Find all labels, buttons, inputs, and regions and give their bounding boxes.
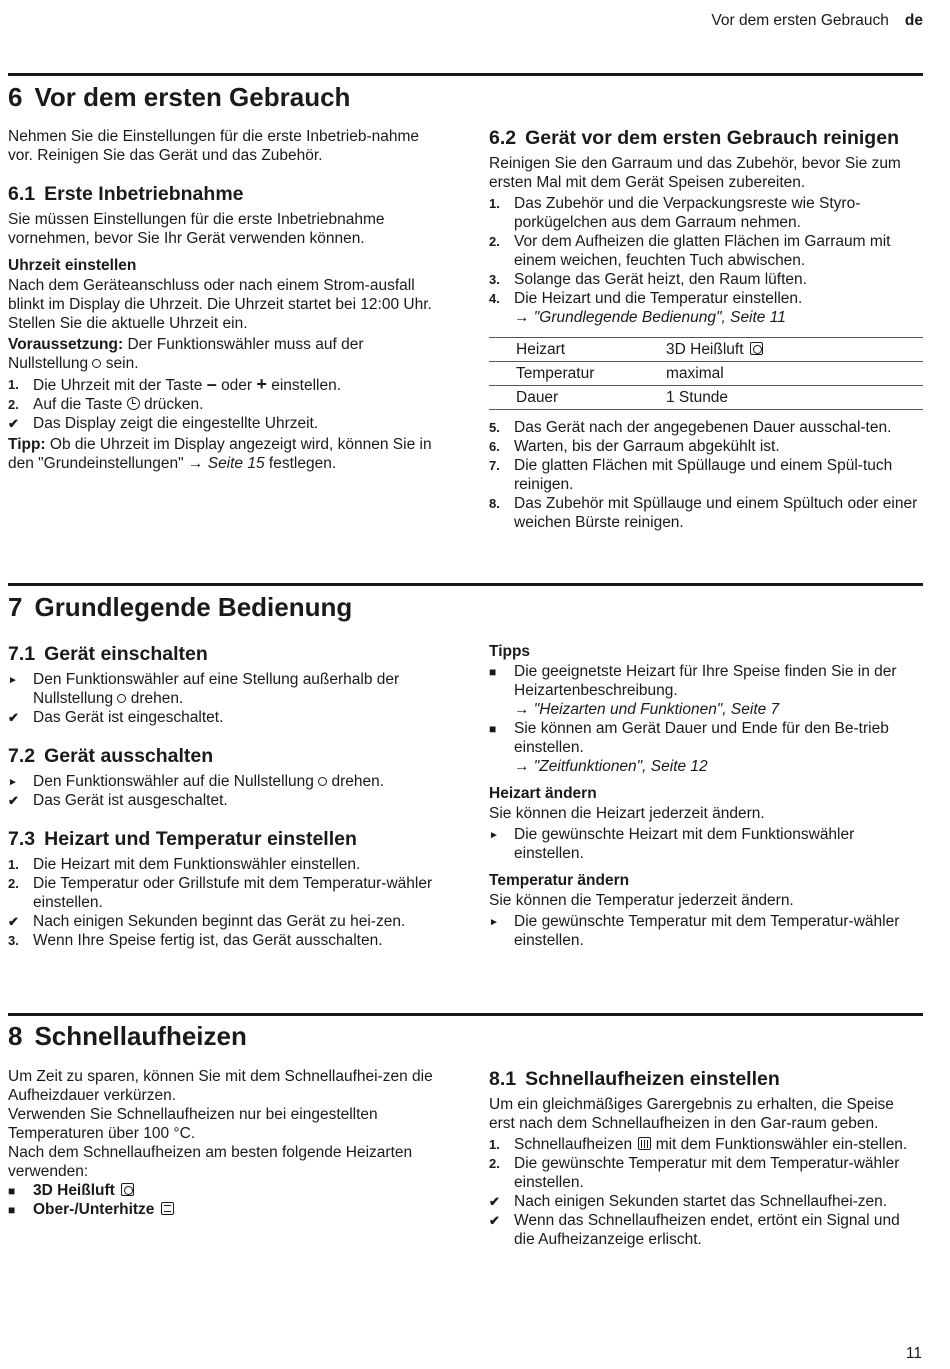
section-rule (8, 1013, 923, 1016)
section-8-1-title: 8.1 Schnellaufheizen einstellen (489, 1068, 780, 1090)
section-7-left-column (8, 643, 443, 950)
tips-title: Tipps (489, 643, 531, 660)
heat-change-text: Sie können die Heizart jederzeit ändern. (489, 805, 765, 822)
section-6-1-text: Sie müssen Einstellungen für die erste Inbetriebnahme vornehmen, bevor Sie Ihr Gerät verwenden können. (8, 211, 385, 247)
tips-list (489, 662, 924, 776)
prerequisite: Voraussetzung: Der Funktionswähler muss auf der Nullstellung sein. (8, 336, 364, 372)
list-item: ■ 3D Heißluft (8, 1181, 443, 1200)
list-item: 7. Die glatten Flächen mit Spüllauge und einem Spül-tuch reinigen. (489, 457, 893, 493)
switch-on-steps (8, 670, 443, 727)
header-title: Vor dem ersten Gebrauch (711, 12, 889, 29)
settings-table (489, 337, 923, 410)
hot-air-icon (121, 1183, 134, 1196)
heating-steps (8, 855, 443, 950)
table-row: Dauer 1 Stunde (489, 386, 923, 410)
list-item: ■ Ober-/Unterhitze (8, 1200, 443, 1219)
section-8-p2: Verwenden Sie Schnellaufheizen nur bei eingestellten Temperaturen über 100 °C. (8, 1106, 378, 1142)
zero-position-icon (92, 359, 101, 368)
temp-change-steps (489, 912, 924, 950)
list-item: ► Den Funktionswähler auf die Nullstellung drehen. (8, 773, 385, 790)
list-item: 1. Die Uhrzeit mit der Taste – oder + einstellen. (8, 374, 342, 394)
heat-change-title: Heizart ändern (489, 785, 597, 802)
list-item: 6. Warten, bis der Garraum abgekühlt ist. (489, 438, 780, 455)
list-item: 1. Schnellaufheizen mit dem Funktionswähler ein-stellen. (489, 1136, 908, 1153)
section-8-p3: Nach dem Schnellaufheizen am besten folgende Heizarten verwenden: (8, 1144, 413, 1180)
section-6-title: 6 Vor dem ersten Gebrauch (8, 82, 351, 112)
page-number: 11 (905, 1345, 922, 1362)
list-item: 3. Solange das Gerät heizt, den Raum lüften. (489, 271, 807, 288)
list-item: ► Den Funktionswähler auf eine Stellung außerhalb der Nullstellung drehen. (8, 671, 400, 707)
section-7-3-title: 7.3 Heizart und Temperatur einstellen (8, 828, 357, 850)
zero-position-icon (117, 694, 126, 703)
list-item: ✔ Das Gerät ist ausgeschaltet. (8, 792, 228, 809)
rapid-heat-steps (489, 1135, 924, 1249)
clock-steps (8, 375, 443, 433)
clock-text: Nach dem Geräteanschluss oder nach einem Strom-ausfall blinkt im Display die Uhrzeit. Die Uhrzeit startet bei 12:00 Uhr. Stellen Sie die aktuelle Uhrzeit ein. (8, 277, 432, 332)
temp-change-text: Sie können die Temperatur jederzeit ändern. (489, 892, 794, 909)
section-8-left-column (8, 1067, 443, 1219)
list-item: ✔ Wenn das Schnellaufheizen endet, ertönt ein Signal und die Aufheizanzeige erlischt. (489, 1212, 900, 1248)
section-7-title: 7 Grundlegende Bedienung (8, 592, 353, 622)
list-item: 2. Die gewünschte Temperatur mit dem Temperatur-wähler einstellen. (489, 1155, 900, 1191)
list-item: 2. Die Temperatur oder Grillstufe mit dem Temperatur-wähler einstellen. (8, 875, 433, 911)
section-8-1-text: Um ein gleichmäßiges Garergebnis zu erhalten, die Speise erst nach dem Schnellaufheizen in den Gar-raum geben. (489, 1096, 894, 1132)
list-item: 2. Auf die Taste drücken. (8, 396, 204, 413)
list-item: ■ Die geeignetste Heizart für Ihre Speise finden Sie in der Heizartenbeschreibung. → "Heizarten und Funktionen", Seite 7 (489, 663, 897, 718)
section-6-2-text: Reinigen Sie den Garraum und das Zubehör, bevor Sie zum ersten Mal mit dem Gerät Speisen zubereiten. (489, 155, 901, 191)
section-6-right-column (489, 127, 924, 532)
hot-air-icon (750, 342, 763, 355)
modes-list (8, 1181, 443, 1219)
minus-key-icon: – (206, 374, 217, 394)
switch-off-steps (8, 772, 443, 810)
plus-key-icon: + (256, 374, 267, 394)
header-lang: de (904, 12, 923, 29)
rapid-heat-icon (638, 1137, 651, 1150)
section-rule (8, 73, 923, 76)
list-item: 1. Das Zubehör und die Verpackungsreste wie Styro-porkügelchen aus dem Garraum nehmen. (489, 195, 861, 231)
section-8-p1: Um Zeit zu sparen, können Sie mit dem Schnellaufhei-zen die Aufheizdauer verkürzen. (8, 1068, 433, 1104)
table-row: Temperatur maximal (489, 362, 923, 386)
heat-change-steps (489, 825, 924, 863)
list-item: 1. Die Heizart mit dem Funktionswähler einstellen. (8, 856, 361, 873)
list-item: ✔ Nach einigen Sekunden startet das Schnellaufhei-zen. (489, 1193, 888, 1210)
clock-subtitle: Uhrzeit einstellen (8, 257, 137, 274)
section-6-left-column (8, 127, 443, 475)
list-item: ✔ Das Gerät ist eingeschaltet. (8, 709, 224, 726)
section-6-2-title: 6.2 Gerät vor dem ersten Gebrauch reinigen (489, 127, 899, 149)
list-item: ✔ Das Display zeigt die eingestellte Uhrzeit. (8, 415, 319, 432)
list-item: 4. Die Heizart und die Temperatur einstellen. → "Grundlegende Bedienung", Seite 11 (489, 290, 803, 326)
list-item: ■ Sie können am Gerät Dauer und Ende für den Be-trieb einstellen. → "Zeitfunktionen", Seite 12 (489, 720, 889, 775)
running-header (711, 11, 923, 30)
section-7-2-title: 7.2 Gerät ausschalten (8, 745, 214, 767)
top-bottom-heat-icon (161, 1202, 174, 1215)
clock-key-icon (127, 397, 140, 410)
list-item: ► Die gewünschte Heizart mit dem Funktionswähler einstellen. (489, 826, 855, 862)
cleaning-steps-a (489, 194, 924, 327)
section-6-intro: Nehmen Sie die Einstellungen für die erste Inbetrieb-nahme vor. Reinigen Sie das Gerät und das Zubehör. (8, 128, 419, 164)
temp-change-title: Temperatur ändern (489, 872, 630, 889)
list-item: ✔ Nach einigen Sekunden beginnt das Gerät zu hei-zen. (8, 913, 406, 930)
section-8-right-column (489, 1068, 924, 1249)
section-6-1-title: 6.1 Erste Inbetriebnahme (8, 183, 244, 205)
list-item: 5. Das Gerät nach der angegebenen Dauer ausschal-ten. (489, 419, 892, 436)
tip: Tipp: Ob die Uhrzeit im Display angezeigt wird, können Sie in den "Grundeinstellungen" → Seite 15 festlegen. (8, 436, 432, 472)
zero-position-icon (318, 777, 327, 786)
list-item: 8. Das Zubehör mit Spüllauge und einem Spültuch oder einer weichen Bürste reinigen. (489, 495, 918, 531)
list-item: 3. Wenn Ihre Speise fertig ist, das Gerät ausschalten. (8, 932, 383, 949)
section-rule (8, 583, 923, 586)
cleaning-steps-b (489, 418, 924, 532)
section-7-right-column (489, 642, 924, 950)
section-8-title: 8 Schnellaufheizen (8, 1021, 247, 1051)
list-item: 2. Vor dem Aufheizen die glatten Flächen im Garraum mit einem weichen, feuchten Tuch abwischen. (489, 233, 891, 269)
table-row: Heizart 3D Heißluft (489, 338, 923, 362)
section-7-1-title: 7.1 Gerät einschalten (8, 643, 208, 665)
list-item: ► Die gewünschte Temperatur mit dem Temperatur-wähler einstellen. (489, 913, 900, 949)
